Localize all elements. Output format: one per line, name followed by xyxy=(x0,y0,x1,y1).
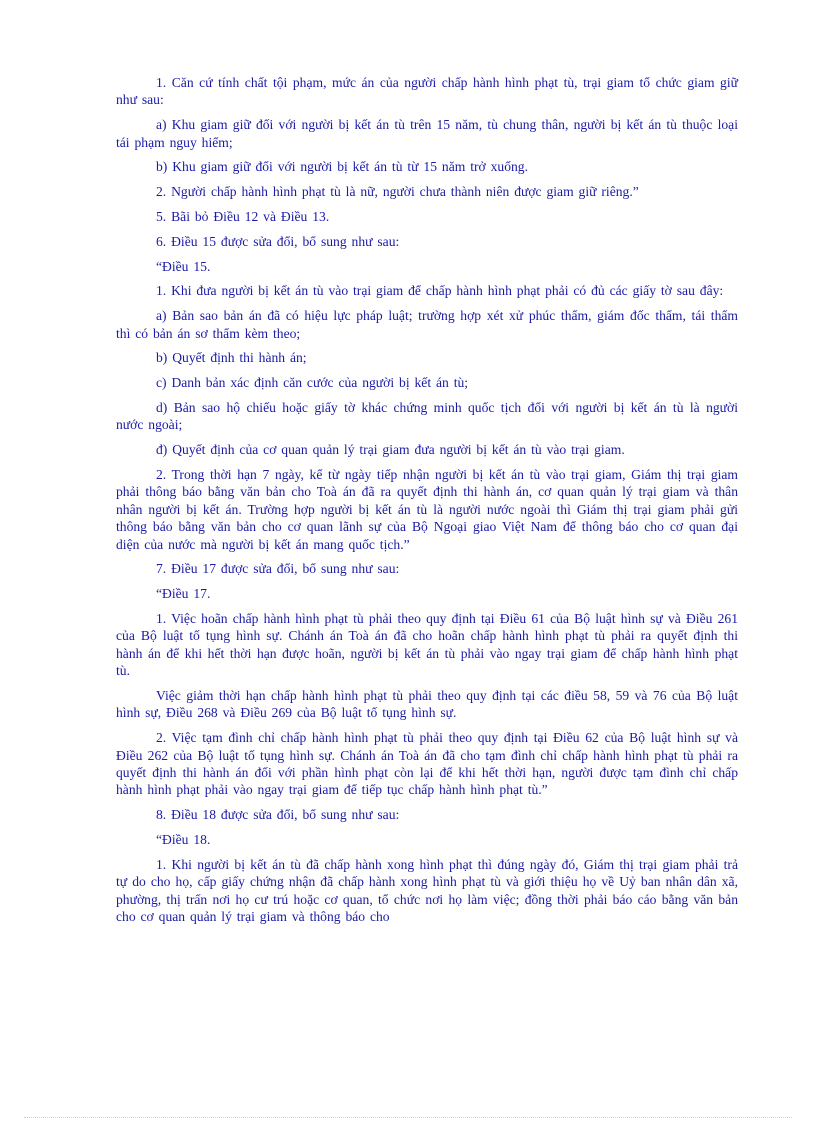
paragraph: a) Bản sao bản án đã có hiệu lực pháp luật; trường hợp xét xử phúc thẩm, giám đốc thẩm, tái thẩm thì có bản án sơ thẩm kèm theo; xyxy=(116,308,738,341)
paragraph: a) Khu giam giữ đối với người bị kết án tù trên 15 năm, tù chung thân, người bị kết án tù thuộc loại tái phạm nguy hiểm; xyxy=(116,117,738,150)
paragraph: 2. Việc tạm đình chỉ chấp hành hình phạt tù phải theo quy định tại Điều 62 của Bộ luật hình sự và Điều 262 của Bộ luật tố tụng hình sự. Chánh án Toà án đã cho tạm đình chỉ chấp hành hình phạt tù phải ra quyết định thi hành án đối với phần hình phạt còn lại để khi hết thời hạn, người được tạm đình chỉ chấp hành hình phạt phải vào ngay trại giam để tiếp tục chấp hành hình phạt tù.” xyxy=(116,730,738,798)
article-heading: “Điều 17. xyxy=(156,586,211,602)
paragraph: Việc giảm thời hạn chấp hành hình phạt tù phải theo quy định tại các điều 58, 59 và 76 của Bộ luật hình sự, Điều 268 và Điều 269 của Bộ luật tố tụng hình sự. xyxy=(116,688,738,721)
paragraph: 1. Việc hoãn chấp hành hình phạt tù phải theo quy định tại Điều 61 của Bộ luật hình sự và Điều 261 của Bộ luật tố tụng hình sự. Chánh án Toà án đã cho hoãn chấp hành hình phạt tù phải ra quyết định thi hành án để khi hết thời hạn được hoãn, người bị kết án tù phải vào ngay trại giam để chấp hành hình phạt tù. xyxy=(116,611,738,679)
page-bottom-divider xyxy=(24,1117,792,1118)
paragraph: 1. Căn cứ tính chất tội phạm, mức án của người chấp hành hình phạt tù, trại giam tổ chức giam giữ như sau: xyxy=(116,75,738,108)
paragraph: 1. Khi người bị kết án tù đã chấp hành xong hình phạt thì đúng ngày đó, Giám thị trại giam phải trả tự do cho họ, cấp giấy chứng nhận đã chấp hành xong hình phạt tù và giới thiệu họ về Uỷ ban nhân dân xã, phường, thị trấn nơi họ cư trú hoặc cơ quan, tổ chức nơi họ làm việc; đồng thời phải báo cáo bằng văn bản cho cơ quan quản lý trại giam và thông báo cho xyxy=(116,856,738,925)
paragraph: 2. Trong thời hạn 7 ngày, kể từ ngày tiếp nhận người bị kết án tù vào trại giam, Giám thị trại giam phải thông báo bằng văn bản cho Toà án đã ra quyết định thi hành án, cơ quan quản lý trại giam và thân nhân người bị kết án. Trường hợp người bị kết án tù là người nước ngoài thì Giám thị trại giam phải gửi thông báo bằng văn bản cho cơ quan lãnh sự của Bộ Ngoại giao Việt Nam để thông báo cho cơ quan đại diện của nước mà người bị kết án mang quốc tịch.” xyxy=(116,466,738,552)
paragraph: 6. Điều 15 được sửa đổi, bổ sung như sau: xyxy=(156,233,400,249)
paragraph: đ) Quyết định của cơ quan quản lý trại giam đưa người bị kết án tù vào trại giam. xyxy=(156,442,625,458)
document-body xyxy=(116,74,738,933)
article-heading: “Điều 18. xyxy=(156,832,211,848)
paragraph: b) Khu giam giữ đối với người bị kết án tù từ 15 năm trở xuống. xyxy=(156,159,528,175)
paragraph: b) Quyết định thi hành án; xyxy=(156,350,307,366)
paragraph: 8. Điều 18 được sửa đổi, bổ sung như sau: xyxy=(156,807,400,823)
paragraph: 1. Khi đưa người bị kết án tù vào trại giam để chấp hành hình phạt phải có đủ các giấy tờ sau đây: xyxy=(156,283,724,299)
paragraph: c) Danh bản xác định căn cước của người bị kết án tù; xyxy=(156,375,469,391)
article-heading: “Điều 15. xyxy=(156,258,211,274)
paragraph: 5. Bãi bỏ Điều 12 và Điều 13. xyxy=(156,209,330,224)
paragraph: d) Bản sao hộ chiếu hoặc giấy tờ khác chứng minh quốc tịch đối với người bị kết án tù là người nước ngoài; xyxy=(116,399,738,433)
paragraph: 2. Người chấp hành hình phạt tù là nữ, người chưa thành niên được giam giữ riêng.” xyxy=(156,184,639,200)
paragraph: 7. Điều 17 được sửa đổi, bổ sung như sau: xyxy=(156,561,400,577)
